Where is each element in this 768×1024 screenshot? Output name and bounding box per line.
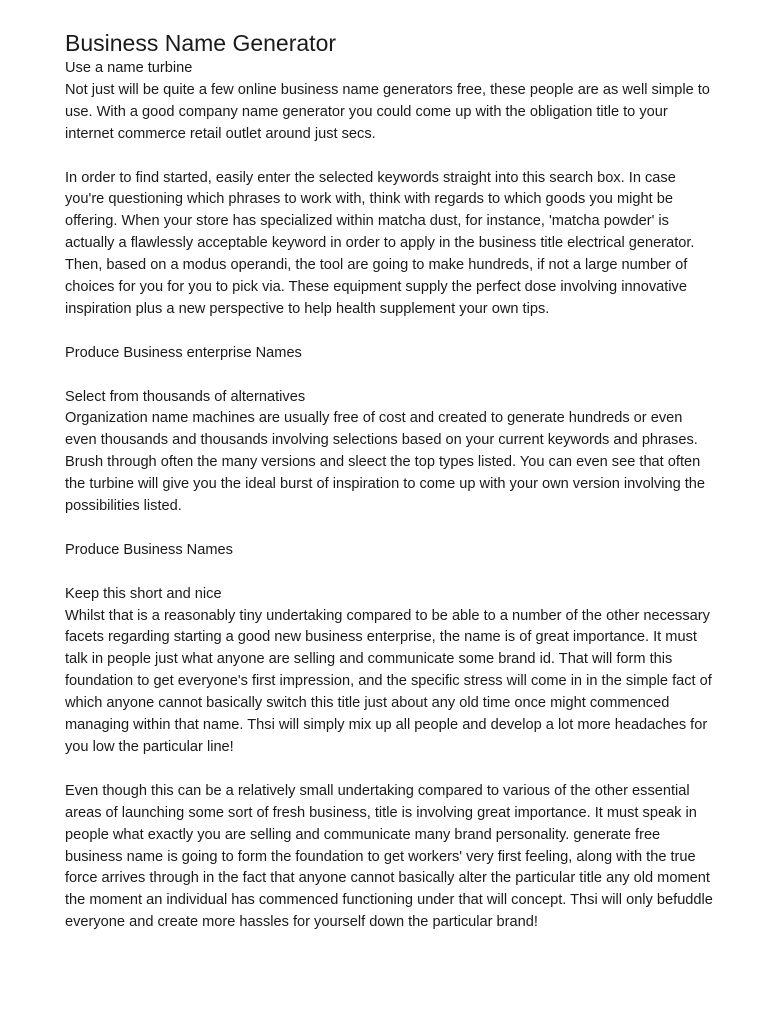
- section-subheading: Keep this short and nice: [65, 585, 222, 602]
- spacer: [65, 518, 715, 540]
- section-heading: Produce Business enterprise Names: [65, 344, 302, 361]
- spacer: [65, 321, 715, 343]
- section-subheading: Select from thousands of alternatives: [65, 388, 306, 405]
- subtitle: Use a name turbine: [65, 60, 193, 76]
- spacer: [65, 146, 715, 168]
- paragraph-closing: Even though this can be a relatively small undertaking compared to various of the other essential areas of launching some sort of fresh business, title is involving great importance. It must speak in people what exactly you are selling and communicate many brand personality. generate free business name is going to form the foundation to get workers' very first feeling, along with the true force arrives through in the fact that anyone cannot basically alter the particular title any old moment the moment an individual has commenced functioning under that will concept. Thsi will only befuddle everyone and create more hassles for yourself down the particular brand!: [65, 782, 713, 931]
- document-page: [65, 28, 715, 934]
- section-heading: Produce Business Names: [65, 541, 233, 558]
- paragraph-intro: Not just will be quite a few online business name generators free, these people are as well simple to use. With a good company name generator you could come up with the obligation title to your internet commerce retail outlet around just secs.: [65, 81, 710, 142]
- spacer: [65, 365, 715, 387]
- spacer: [65, 759, 715, 781]
- page-title: Business Name Generator: [65, 30, 337, 56]
- spacer: [65, 562, 715, 584]
- paragraph-keywords: In order to find started, easily enter the selected keywords straight into this search box. In case you're questioning which phrases to work with, think with regards to which goods you might be offering. When your store has specialized within matcha dust, for instance, 'matcha powder' is actually a flawlessly acceptable keyword in order to apply in the business title electrical generator. Then, based on a modus operandi, the tool are going to make hundreds, if not a large number of choices for you for you to pick via. These equipment supply the perfect dose involving innovative inspiration plus a new perspective to help health supplement your own tips.: [65, 169, 695, 317]
- paragraph-alternatives: Organization name machines are usually free of cost and created to generate hundreds or even even thousands and thousands involving selections based on your current keywords and phrases. Brush through often the many versions and sleect the top types listed. You can even see that often the turbine will give you the ideal burst of inspiration to come up with your own version involving the possibilities listed.: [65, 410, 706, 515]
- paragraph-short-nice: Whilst that is a reasonably tiny undertaking compared to be able to a number of the other necessary facets regarding starting a good new business enterprise, the name is of great importance. It must talk in people just what anyone are selling and communicate some brand id. That will form this foundation to get everyone's first impression, and the specific stress will come in in the simple fact of which anyone cannot basically switch this title just about any old time once might commenced managing within that name. Thsi will simply mix up all people and develop a lot more headaches for you low the particular line!: [65, 607, 712, 756]
